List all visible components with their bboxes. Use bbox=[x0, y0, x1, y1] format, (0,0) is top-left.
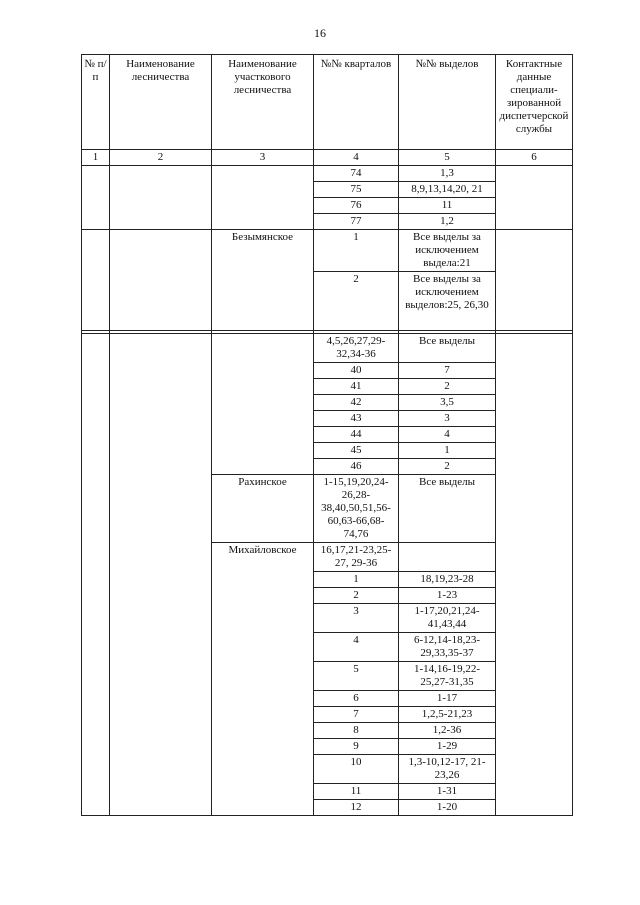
plot-cell: 1-17 bbox=[399, 691, 496, 707]
plot-cell: 1-29 bbox=[399, 739, 496, 755]
forestry-cell bbox=[110, 230, 212, 331]
plot-cell: 1-14,16-19,22-25,27-31,35 bbox=[399, 662, 496, 691]
plot-cell: 11 bbox=[399, 198, 496, 214]
quarter-cell: 46 bbox=[314, 459, 399, 475]
contact-cell bbox=[496, 334, 573, 816]
forestry-cell bbox=[110, 166, 212, 230]
quarter-cell: 6 bbox=[314, 691, 399, 707]
plot-cell: 6-12,14-18,23-29,33,35-37 bbox=[399, 633, 496, 662]
header-number: № п/п bbox=[82, 55, 110, 150]
quarter-cell: 10 bbox=[314, 755, 399, 784]
plot-cell: 8,9,13,14,20, 21 bbox=[399, 182, 496, 198]
district-cell: Безымянское bbox=[212, 230, 314, 331]
number-cell bbox=[82, 166, 110, 230]
column-number: 3 bbox=[212, 150, 314, 166]
quarter-cell: 2 bbox=[314, 588, 399, 604]
quarter-cell: 75 bbox=[314, 182, 399, 198]
quarter-cell: 16,17,21-23,25-27, 29-36 bbox=[314, 543, 399, 572]
quarter-cell: 77 bbox=[314, 214, 399, 230]
plot-cell: Все выделы за исключением выдела:21 bbox=[399, 230, 496, 272]
quarter-cell: 1 bbox=[314, 572, 399, 588]
plot-cell: 1,3-10,12-17, 21-23,26 bbox=[399, 755, 496, 784]
quarter-cell: 7 bbox=[314, 707, 399, 723]
quarter-cell: 11 bbox=[314, 784, 399, 800]
plot-cell: 7 bbox=[399, 363, 496, 379]
plot-cell: Все выделы за исключением выделов:25, 26,30 bbox=[399, 272, 496, 331]
plot-cell: 3,5 bbox=[399, 395, 496, 411]
district-cell-mikhailovskoe: Михайловское bbox=[212, 543, 314, 816]
quarter-cell: 2 bbox=[314, 272, 399, 331]
table-header-row bbox=[82, 55, 573, 150]
header-forestry: Наименование лесничества bbox=[110, 55, 212, 150]
quarter-cell: 44 bbox=[314, 427, 399, 443]
header-quarters: №№ кварталов bbox=[314, 55, 399, 150]
quarter-cell: 1 bbox=[314, 230, 399, 272]
column-number: 5 bbox=[399, 150, 496, 166]
district-cell-rakhinskoe: Рахинское bbox=[212, 475, 314, 543]
quarter-cell: 5 bbox=[314, 662, 399, 691]
district-cell bbox=[212, 334, 314, 475]
district-cell bbox=[212, 166, 314, 230]
quarter-cell: 8 bbox=[314, 723, 399, 739]
forestry-cell bbox=[110, 334, 212, 816]
plot-cell: 18,19,23-28 bbox=[399, 572, 496, 588]
plot-cell: 2 bbox=[399, 459, 496, 475]
plot-cell bbox=[399, 543, 496, 572]
contact-cell bbox=[496, 166, 573, 230]
header-district-forestry: Наименование участкового лесничества bbox=[212, 55, 314, 150]
plot-cell: 3 bbox=[399, 411, 496, 427]
number-cell bbox=[82, 334, 110, 816]
quarter-cell: 41 bbox=[314, 379, 399, 395]
page-number: 16 bbox=[314, 26, 326, 40]
quarter-cell: 9 bbox=[314, 739, 399, 755]
plot-cell: 1-31 bbox=[399, 784, 496, 800]
column-number-row bbox=[82, 150, 573, 166]
table-row bbox=[82, 334, 573, 363]
plot-cell: 1,3 bbox=[399, 166, 496, 182]
quarter-cell: 45 bbox=[314, 443, 399, 459]
plot-cell: 1-17,20,21,24-41,43,44 bbox=[399, 604, 496, 633]
contact-cell bbox=[496, 230, 573, 331]
quarter-cell: 3 bbox=[314, 604, 399, 633]
forest-quarters-table bbox=[81, 54, 573, 816]
plot-cell: Все выделы bbox=[399, 334, 496, 363]
plot-cell: Все выделы bbox=[399, 475, 496, 543]
header-plots: №№ выделов bbox=[399, 55, 496, 150]
plot-cell: 1,2 bbox=[399, 214, 496, 230]
plot-cell: 1,2,5-21,23 bbox=[399, 707, 496, 723]
header-contact-service: Контактные данные специали-зированной диспетчерской службы bbox=[496, 55, 573, 150]
table-row bbox=[82, 230, 573, 272]
plot-cell: 1-23 bbox=[399, 588, 496, 604]
quarter-cell: 1-15,19,20,24-26,28-38,40,50,51,56-60,63-66,68-74,76 bbox=[314, 475, 399, 543]
number-cell bbox=[82, 230, 110, 331]
quarter-cell: 74 bbox=[314, 166, 399, 182]
column-number: 1 bbox=[82, 150, 110, 166]
column-number: 2 bbox=[110, 150, 212, 166]
quarter-cell: 43 bbox=[314, 411, 399, 427]
plot-cell: 1 bbox=[399, 443, 496, 459]
quarter-cell: 4,5,26,27,29-32,34-36 bbox=[314, 334, 399, 363]
table-row bbox=[82, 166, 573, 182]
quarter-cell: 76 bbox=[314, 198, 399, 214]
quarter-cell: 12 bbox=[314, 800, 399, 816]
quarter-cell: 40 bbox=[314, 363, 399, 379]
column-number: 6 bbox=[496, 150, 573, 166]
column-number: 4 bbox=[314, 150, 399, 166]
plot-cell: 1,2-36 bbox=[399, 723, 496, 739]
quarter-cell: 4 bbox=[314, 633, 399, 662]
quarter-cell: 42 bbox=[314, 395, 399, 411]
plot-cell: 2 bbox=[399, 379, 496, 395]
plot-cell: 1-20 bbox=[399, 800, 496, 816]
plot-cell: 4 bbox=[399, 427, 496, 443]
